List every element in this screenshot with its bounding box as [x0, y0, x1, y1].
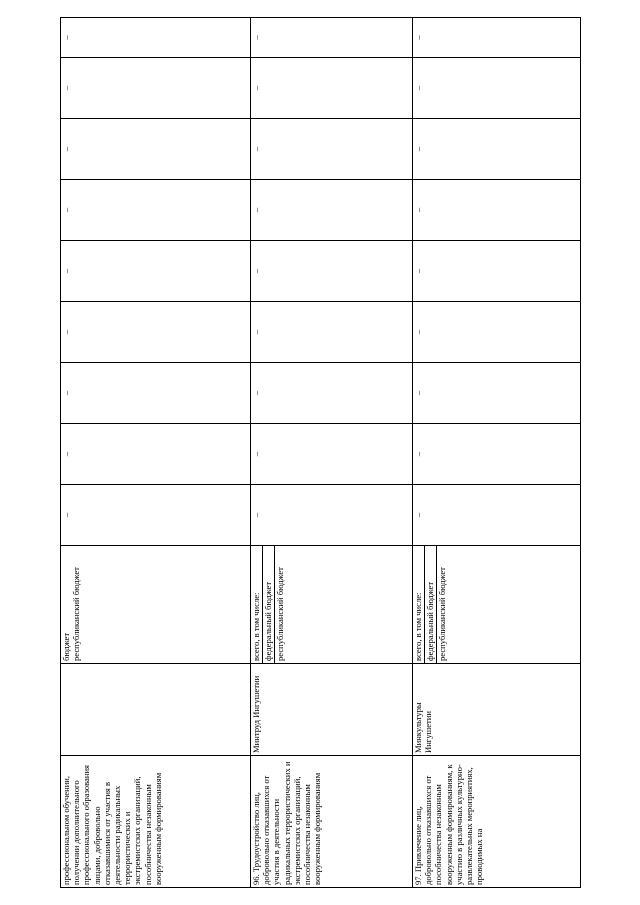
funding-source: всего, в том числе:	[413, 592, 423, 661]
value-cell	[61, 18, 251, 58]
value-dash: –	[413, 35, 423, 40]
value-dash: –	[251, 268, 261, 274]
value-cell	[251, 241, 413, 302]
activity-name-cell	[61, 756, 251, 888]
value-cell	[251, 363, 413, 424]
table-row	[61, 18, 251, 888]
funding-source: всего, в том числе:	[251, 592, 261, 661]
value-cell	[413, 180, 581, 241]
executor-cell	[251, 664, 413, 756]
program-activities-table	[60, 17, 581, 888]
value-cell	[251, 58, 413, 119]
value-cell	[413, 363, 581, 424]
table-row	[251, 18, 413, 888]
value-cell	[413, 424, 581, 485]
value-dash: –	[251, 329, 261, 335]
value-dash: –	[251, 85, 261, 91]
value-cell	[251, 485, 413, 546]
activity-name-cell	[413, 756, 581, 888]
funding-source: федеральный бюджет	[263, 581, 274, 661]
value-dash: –	[413, 512, 423, 518]
value-dash: –	[413, 146, 423, 152]
table-row	[413, 18, 581, 888]
value-cell	[413, 241, 581, 302]
value-dash: –	[251, 512, 261, 518]
value-dash: –	[61, 35, 71, 40]
value-dash: –	[413, 390, 423, 396]
funding-source: республиканский бюджет	[437, 567, 448, 661]
value-dash: –	[61, 85, 71, 91]
funding-source-cell	[251, 546, 413, 664]
value-cell	[251, 119, 413, 180]
value-cell	[413, 18, 581, 58]
value-cell	[61, 363, 251, 424]
value-dash: –	[61, 512, 71, 518]
activity-name: 96. Трудоустройство лиц, добровольно отказавшихся от участия в деятельности радикальных террористических и экстремистских организаций, пособничества незаконным вооруженным формированиям	[251, 761, 323, 885]
funding-source-cell	[61, 546, 251, 664]
value-cell	[413, 485, 581, 546]
funding-source: республиканский бюджет	[71, 567, 82, 661]
value-dash: –	[413, 207, 423, 213]
executor-name: Минкультуры Ингушетии	[413, 702, 434, 753]
value-cell	[413, 58, 581, 119]
executor-cell	[61, 664, 251, 756]
value-dash: –	[251, 451, 261, 457]
value-cell	[61, 485, 251, 546]
activity-name: профессиональном обучении, получении дополнительного профессионального образования лицами, добровольно отказавшимися от участия в деятельности радикальных террористических и экстремистских организаций, пособничества незаконным вооруженным формированиям	[61, 765, 163, 885]
value-dash: –	[413, 329, 423, 335]
value-cell	[251, 302, 413, 363]
value-dash: –	[251, 390, 261, 396]
value-cell	[61, 241, 251, 302]
value-dash: –	[251, 207, 261, 213]
funding-source: федеральный бюджет	[425, 581, 436, 661]
executor-cell	[413, 664, 581, 756]
value-cell	[61, 424, 251, 485]
value-dash: –	[61, 390, 71, 396]
value-cell	[251, 424, 413, 485]
value-cell	[61, 180, 251, 241]
activity-name: 97. Привлечение лиц, добровольно отказавшихся от пособничества незаконным вооруженным формированиям, к участию в различных культурно-развлекательных мероприятиях, проводимых на	[413, 764, 485, 885]
value-dash: –	[61, 329, 71, 335]
executor-name: Минтруд Ингушетии	[251, 675, 261, 753]
activity-name-cell	[251, 756, 413, 888]
funding-source: бюджет	[61, 632, 71, 661]
value-dash: –	[251, 146, 261, 152]
value-cell	[61, 119, 251, 180]
value-dash: –	[61, 207, 71, 213]
value-dash: –	[61, 451, 71, 457]
value-cell	[413, 119, 581, 180]
value-cell	[251, 18, 413, 58]
funding-source: республиканский бюджет	[275, 567, 286, 661]
value-dash: –	[61, 268, 71, 274]
value-cell	[413, 302, 581, 363]
value-dash: –	[413, 451, 423, 457]
value-cell	[61, 302, 251, 363]
value-cell	[251, 180, 413, 241]
value-cell	[61, 58, 251, 119]
value-dash: –	[413, 268, 423, 274]
rotated-table-container	[60, 18, 582, 888]
funding-source-cell	[413, 546, 581, 664]
value-dash: –	[251, 35, 261, 40]
value-dash: –	[61, 146, 71, 152]
value-dash: –	[413, 85, 423, 91]
